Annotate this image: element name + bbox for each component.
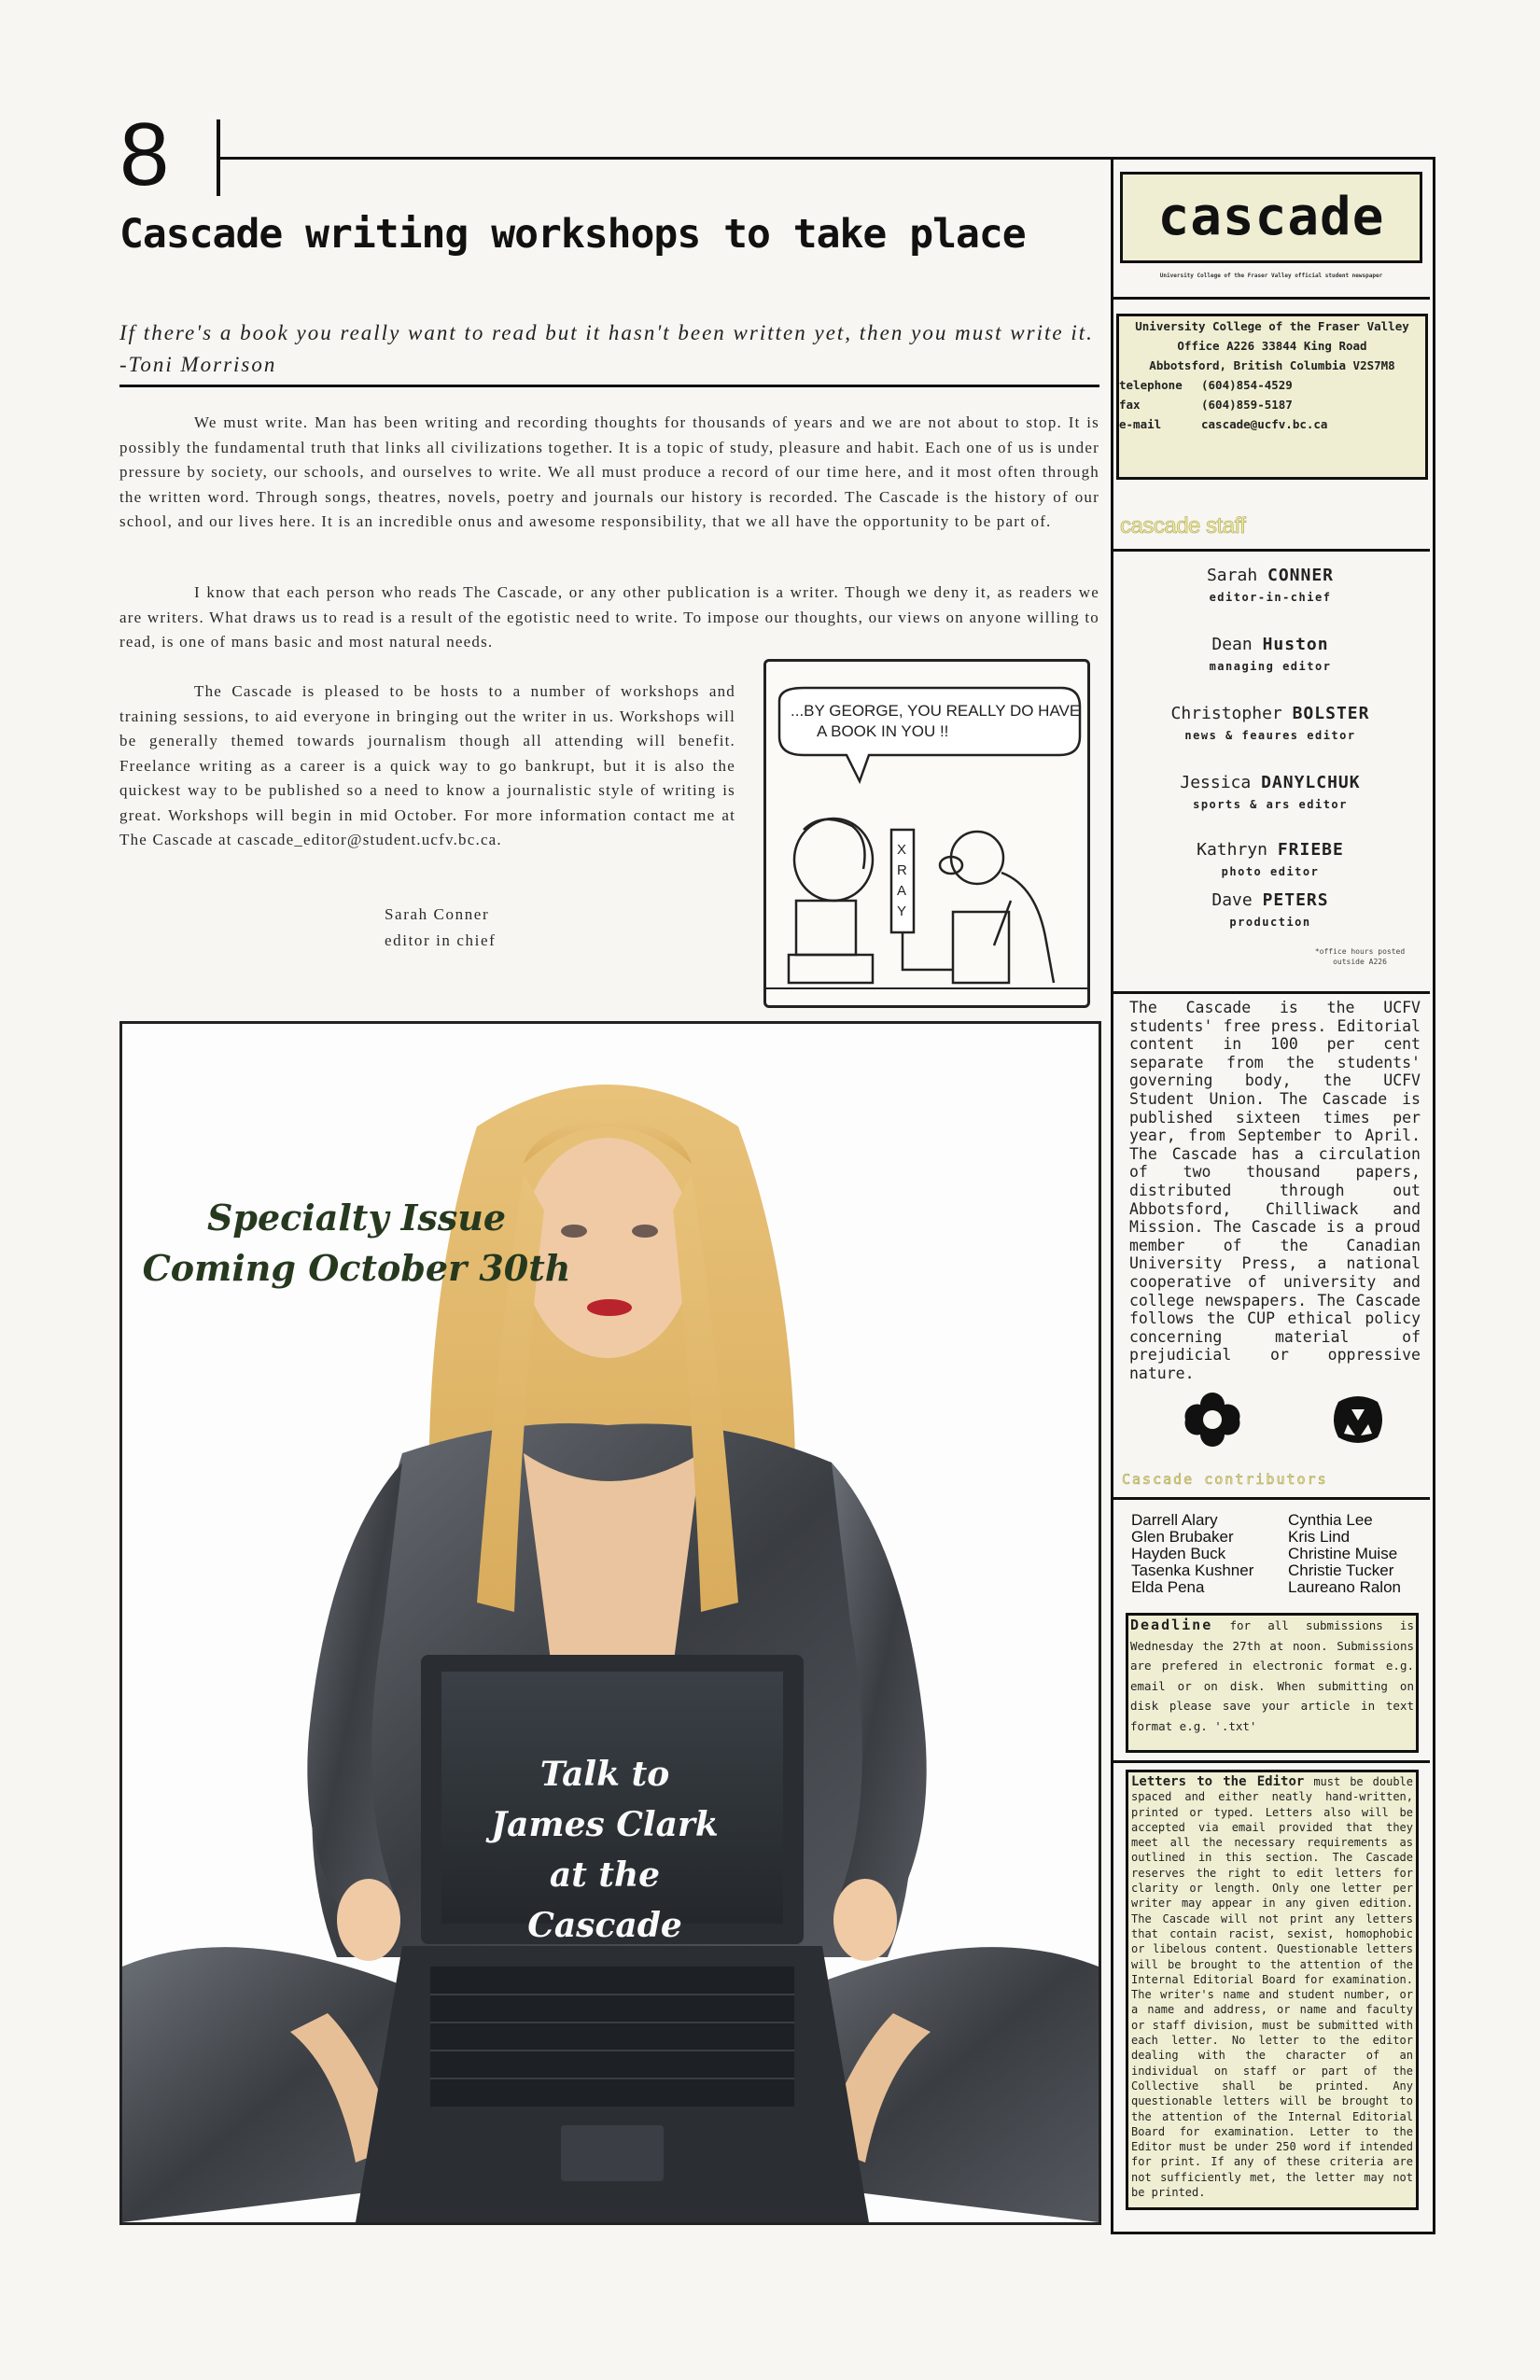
contributor-name: Christie Tucker [1288,1561,1394,1579]
staff-entry [1116,564,1424,607]
about-cascade-text: The Cascade is the UCFV students' free press. Editorial content in 100 per cent separate from the students' governing body, the UCFV Student Union. The Cascade is published sixteen times per year, from September to April. The Cascade has a circulation of two thousand papers, distributed through out Abbotsford, Chilliwack and Mission. The Cascade is a proud member of the Canadian University Press, a national cooperative of university and college newspapers. The Cascade follows the CUP ethical policy concerning material of prejudicial or oppressive nature. [1129,999,1421,1382]
laptop-line1: Talk to [539,1755,670,1794]
office-hours-note: *office hours posted outside A226 [1314,947,1406,966]
laptop-line3: at the [549,1855,661,1895]
staff-last-name: Huston [1262,635,1329,654]
laptop-line4: Cascade [527,1906,682,1945]
staff-role: photo editor [1221,865,1320,878]
address-line: Office A226 33844 King Road [1177,339,1367,353]
staff-role: editor-in-chief [1209,591,1332,604]
deadline-text: for all submissions is Wednesday the 27th at noon. Submissions are prefered in electronic format e.g. email or on disk. When submitting on disk please save your article in text format e.g. '.txt' [1130,1618,1414,1733]
staff-entry [1116,771,1424,814]
cup-logo-icon [1182,1389,1243,1450]
recycle-logo-icon [1327,1389,1389,1450]
staff-last-name: DANYLCHUK [1261,773,1361,792]
contact-box [1116,314,1428,480]
contributors-heading: Cascade contributors [1122,1471,1328,1488]
column-divider [1111,297,1430,300]
staff-first-name: Jessica [1180,773,1252,792]
laptop-screen-text [446,1749,763,1951]
comic-speech-line2: A BOOK IN YOU !! [817,722,949,740]
contributor-name: Christine Muise [1288,1545,1398,1562]
epigraph: If there's a book you really want to read but it hasn't been written yet, then you must write it. -Toni Morrison [119,321,1094,376]
staff-entry [1116,889,1424,931]
contact-value: (604)854-4529 [1201,378,1293,392]
staff-first-name: Dean [1211,635,1253,654]
contributor-name: Laureano Ralon [1288,1578,1401,1596]
contact-row [1119,414,1425,434]
page-number: 8 [119,105,170,204]
column-divider [1111,549,1430,552]
article-paragraph: The Cascade is pleased to be hosts to a number of workshops and training sessions, to aid everyone in bringing out the writer in us. Workshops will be generally themed towards journalism though all attending will benefit. Freelance writing as a career is a quick way to go bankrupt, but it is also the quickest way to be published so a need to know a journalistic style of writing is great. Workshops will begin in mid October. For more information contact me at The Cascade at cascade_editor@student.ucfv.bc.ca. [119,682,735,848]
staff-role: managing editor [1209,660,1332,673]
contributors-list-left [1131,1512,1253,1596]
contributor-name: Tasenka Kushner [1131,1561,1254,1579]
specialty-issue-announcement [123,1193,590,1294]
letters-policy-box [1126,1770,1419,2210]
contributor-name: Kris Lind [1288,1528,1351,1546]
staff-first-name: Sarah [1206,566,1258,585]
specialty-line1: Specialty Issue [206,1197,507,1239]
svg-text:R: R [897,862,907,878]
staff-first-name: Christopher [1170,704,1282,723]
signature-name: Sarah Conner [385,905,490,923]
laptop-line2: James Clark [491,1805,719,1844]
staff-role: production [1229,916,1311,929]
contact-label: fax [1119,398,1141,412]
staff-heading: cascade staff [1120,513,1246,539]
specialty-line2: Coming October 30th [142,1247,571,1289]
contact-row [1119,395,1425,414]
contributor-name: Elda Pena [1131,1578,1205,1596]
staff-entry [1116,633,1424,676]
masthead-tagline: University College of the Fraser Valley official student newspaper [1159,273,1383,279]
staff-last-name: PETERS [1262,890,1329,910]
contributor-name: Glen Brubaker [1131,1528,1234,1546]
letters-text: must be double spaced and either neatly hand-written, printed or typed. Letters also will be accepted via email provided that they meet all the necessary requirements as outlined in this section. The Cascade reserves the right to edit letters for clarity or length. Only one letter per writer may appear in any given edition. The Cascade will not print any letters that contain racist, sexist, homophobic or libelous content. Questionable letters will be brought to the attention of the Internal Editorial Board for examination. The writer's name and student number, or a name and address, or name and faculty or staff division, must be submitted with each letter. No letter to the editor dealing with the character of an individual on staff or part of the Collective shall be printed. Any questionable letters will be brought to the attention of the Internal Editorial Board for examination. Letter to the Editor must be under 250 word if intended for print. If any of these criteria are not sufficiently met, the letter may not be printed. [1131,1775,1413,2200]
deadline-label: Deadline [1130,1617,1213,1633]
masthead-title: cascade [1157,187,1385,247]
contact-label: e-mail [1119,417,1162,431]
svg-text:Y: Y [897,903,907,919]
staff-first-name: Kathryn [1197,840,1267,860]
svg-text:A: A [897,883,907,899]
address-line: Abbotsford, British Columbia V2S7M8 [1149,358,1395,372]
article-paragraph: We must write. Man has been writing and recording thoughts for thousands of years and we are not about to stop. It is possibly the fundamental truth that links all civilizations together. It is a topic of study, pleasure and habit. Each one of us is under pressure by society, our schools, and ourselves to write. We all must produce a record of our time here, and it most often through the written word. Through songs, theatres, novels, poetry and journals our history is recorded. The Cascade is the history of our school, and our lives here. It is an incredible onus and awesome responsibility, that we all have the opportunity to be part of. [119,413,1099,530]
staff-last-name: BOLSTER [1292,704,1370,723]
column-divider [1111,991,1430,994]
staff-entry [1116,838,1424,881]
contributor-name: Hayden Buck [1131,1545,1226,1562]
address-line: University College of the Fraser Valley [1135,319,1409,333]
contributor-name: Darrell Alary [1131,1511,1218,1529]
column-divider [1111,1497,1430,1500]
staff-entry [1116,702,1424,745]
staff-last-name: CONNER [1267,566,1335,585]
contact-value: (604)859-5187 [1201,398,1293,412]
comic-drawing [766,662,1087,1005]
signature-role: editor in chief [385,931,497,949]
contact-row [1119,375,1425,395]
article-headline: Cascade writing workshops to take place [119,211,1026,258]
contributors-list-right [1288,1512,1401,1596]
staff-last-name: FRIEBE [1277,840,1344,860]
staff-first-name: Dave [1211,890,1253,910]
contact-label: telephone [1119,378,1183,392]
contributor-name: Cynthia Lee [1288,1511,1373,1529]
epigraph-rule [119,385,1099,387]
staff-role: news & feaures editor [1184,729,1356,742]
column-divider [1111,1760,1430,1763]
svg-text:X: X [897,842,907,858]
comic-panel [763,659,1090,1008]
contact-email[interactable]: cascade@ucfv.bc.ca [1201,417,1328,431]
comic-speech-line1: ...BY GEORGE, YOU REALLY DO HAVE [791,702,1081,720]
article-paragraph: I know that each person who reads The Cascade, or any other publication is a writer. Though we deny it, as readers we are writers. What draws us to read is a result of the egotistic need to write. To impose our thoughts, our views on anyone willing to read, is one of mans basic and most natural needs. [119,583,1099,651]
article-signature [385,902,496,954]
letters-label: Letters to the Editor [1131,1774,1305,1789]
deadline-box [1126,1613,1419,1753]
staff-role: sports & ars editor [1193,798,1348,811]
